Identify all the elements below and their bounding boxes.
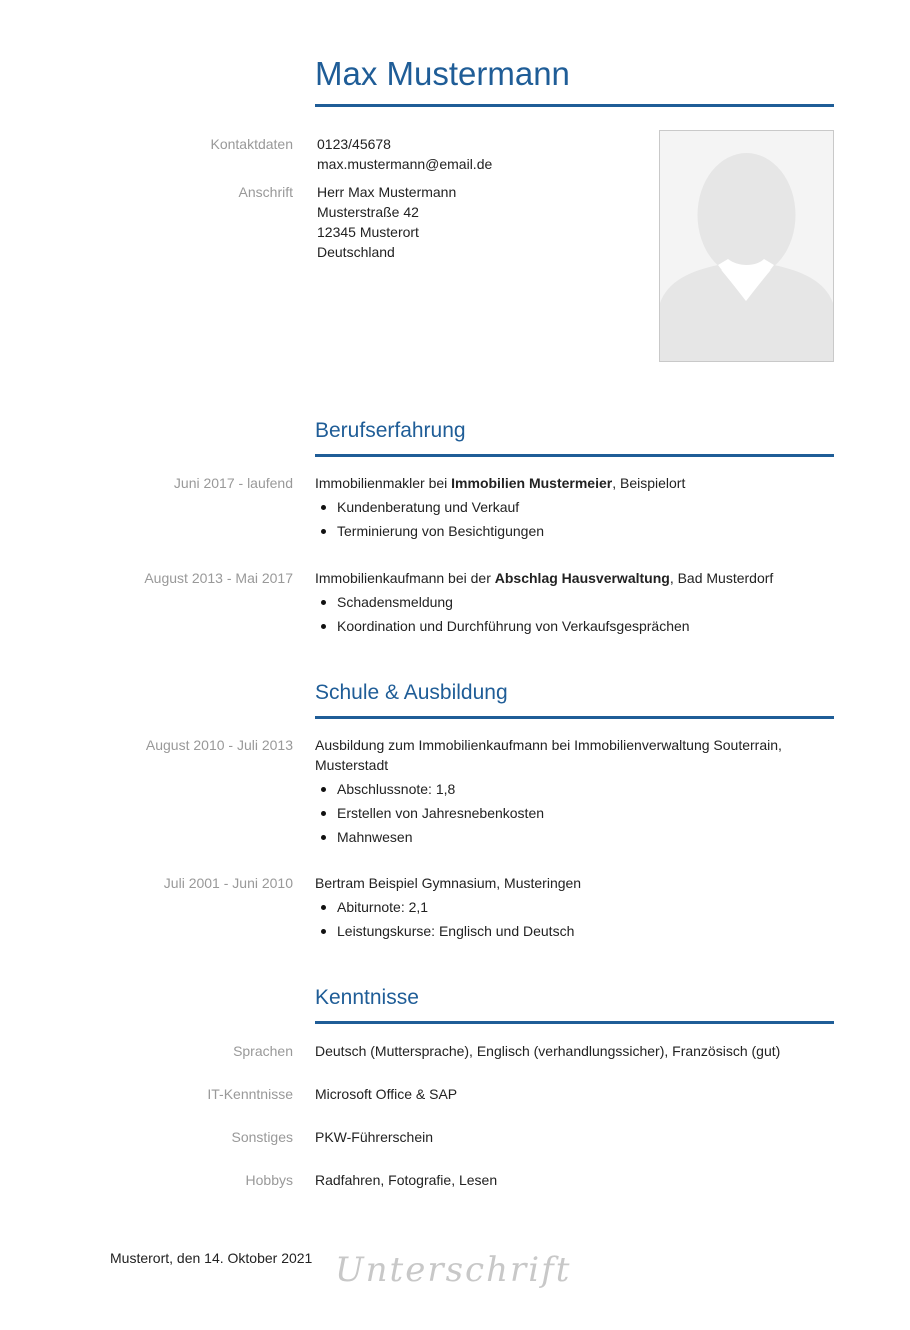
section-kenntnisse: Kenntnisse bbox=[315, 986, 419, 1009]
bullet-list bbox=[315, 497, 834, 541]
education-entry bbox=[315, 735, 815, 851]
entry-headline: Bertram Beispiel Gymnasium, Musteringen bbox=[315, 875, 582, 891]
address-line: Deutschland bbox=[317, 244, 395, 260]
entry-company: Immobilien Mustermeier bbox=[451, 475, 613, 491]
entry-date: Juli 2001 - Juni 2010 bbox=[163, 875, 293, 891]
entry-date: August 2010 - Juli 2013 bbox=[145, 737, 293, 753]
experience-entry bbox=[315, 473, 834, 545]
section-rule bbox=[315, 716, 834, 719]
bullet-list bbox=[315, 779, 815, 847]
entry-headline: Ausbildung zum Immobilienkaufmann bei Immobilienverwaltung Souterrain, Musterstadt bbox=[315, 737, 782, 773]
list-item: Abschlussnote: 1,8 bbox=[315, 779, 815, 799]
entry-company: Abschlag Hausverwaltung bbox=[494, 570, 670, 586]
experience-entry bbox=[315, 568, 834, 640]
list-item: Abiturnote: 2,1 bbox=[315, 897, 834, 917]
entry-prefix: Immobilienkaufmann bei der bbox=[315, 570, 495, 586]
section-rule bbox=[315, 1021, 834, 1024]
section-rule bbox=[315, 454, 834, 457]
list-item: Erstellen von Jahresnebenkosten bbox=[315, 803, 815, 823]
bullet-list bbox=[315, 897, 834, 941]
list-item: Mahnwesen bbox=[315, 827, 815, 847]
skill-label: Sprachen bbox=[233, 1043, 293, 1059]
kontakt-label: Kontaktdaten bbox=[210, 136, 293, 152]
section-ausbildung: Schule & Ausbildung bbox=[315, 681, 508, 704]
skill-value: Deutsch (Muttersprache), Englisch (verhandlungssicher), Französisch (gut) bbox=[315, 1043, 781, 1059]
anschrift-label: Anschrift bbox=[238, 184, 293, 200]
entry-suffix: , Beispielort bbox=[612, 475, 686, 491]
address-line: Herr Max Mustermann bbox=[317, 184, 457, 200]
signature: Unterschrift bbox=[335, 1250, 572, 1290]
section-berufserfahrung: Berufserfahrung bbox=[315, 419, 466, 442]
list-item: Leistungskurse: Englisch und Deutsch bbox=[315, 921, 834, 941]
list-item: Schadensmeldung bbox=[315, 592, 834, 612]
entry-suffix: , Bad Musterdorf bbox=[669, 570, 774, 586]
skill-value: PKW-Führerschein bbox=[315, 1129, 434, 1145]
skill-label: Sonstiges bbox=[231, 1129, 293, 1145]
bullet-list bbox=[315, 592, 834, 636]
entry-headline bbox=[315, 473, 834, 493]
list-item: Kundenberatung und Verkauf bbox=[315, 497, 834, 517]
entry-date: Juni 2017 - laufend bbox=[173, 475, 293, 491]
entry-headline bbox=[315, 568, 834, 588]
page-title: Max Mustermann bbox=[315, 55, 570, 92]
address-block bbox=[317, 182, 456, 262]
phone-text: 0123/45678 bbox=[317, 136, 391, 152]
skill-label: Hobbys bbox=[245, 1172, 293, 1188]
place-date: Musterort, den 14. Oktober 2021 bbox=[110, 1250, 313, 1266]
email-text: max.mustermann@email.de bbox=[317, 156, 493, 172]
skill-value: Microsoft Office & SAP bbox=[315, 1086, 458, 1102]
title-rule bbox=[315, 104, 834, 107]
education-entry bbox=[315, 873, 834, 945]
address-line: Musterstraße 42 bbox=[317, 204, 419, 220]
entry-date: August 2013 - Mai 2017 bbox=[144, 570, 293, 586]
list-item: Koordination und Durchführung von Verkaufsgesprächen bbox=[315, 616, 834, 636]
list-item: Terminierung von Besichtigungen bbox=[315, 521, 834, 541]
skill-label: IT-Kenntnisse bbox=[207, 1086, 293, 1102]
skill-value: Radfahren, Fotografie, Lesen bbox=[315, 1172, 498, 1188]
person-silhouette-icon bbox=[660, 131, 833, 361]
contact-block bbox=[317, 134, 492, 174]
entry-prefix: Immobilienmakler bei bbox=[315, 475, 452, 491]
profile-photo bbox=[659, 130, 834, 362]
address-line: 12345 Musterort bbox=[317, 224, 419, 240]
